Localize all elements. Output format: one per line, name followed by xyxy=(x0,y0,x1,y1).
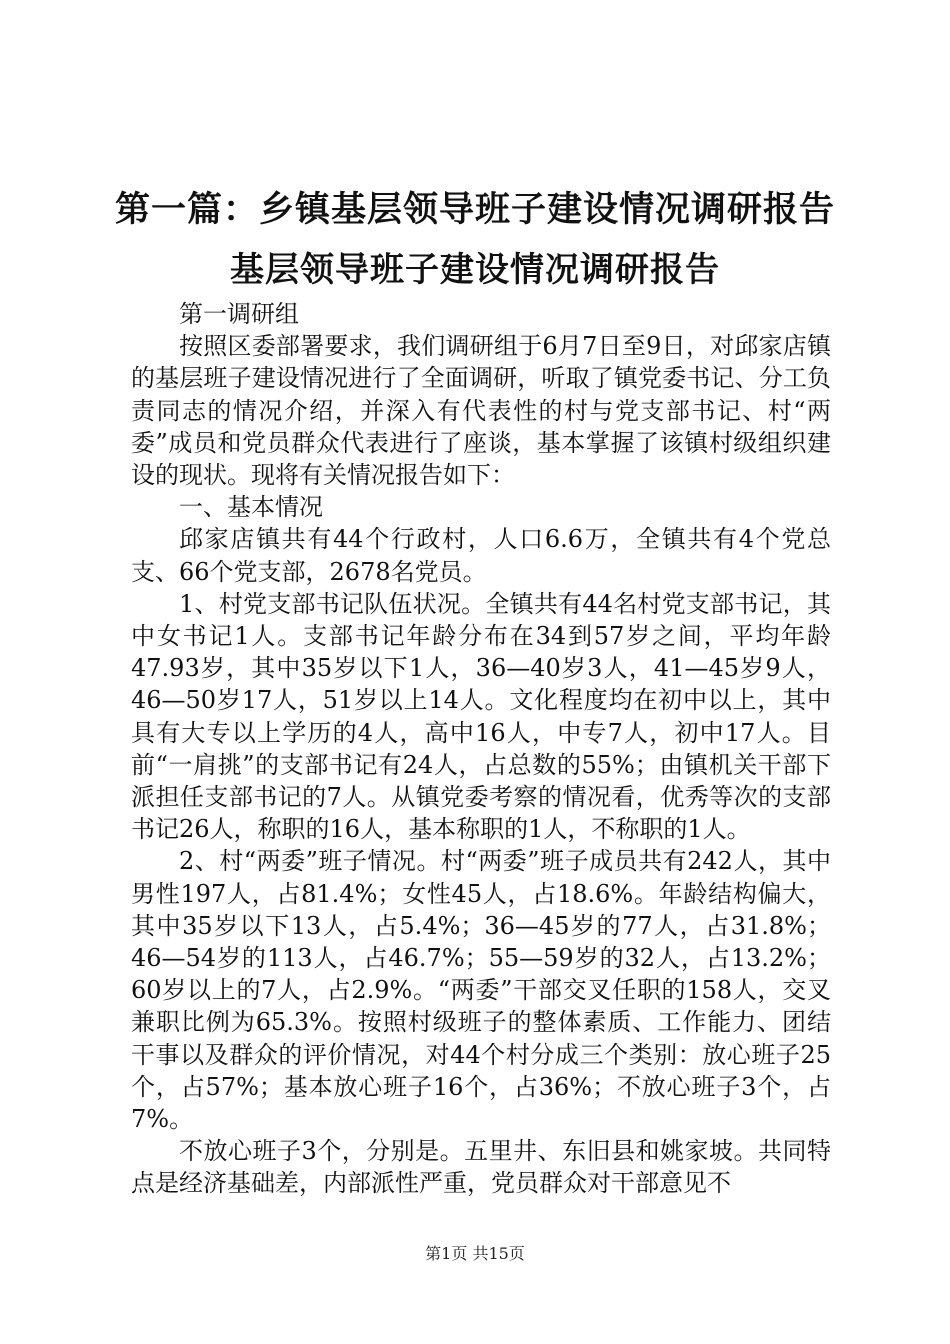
document-body xyxy=(131,298,831,1200)
body-paragraph: 按照区委部署要求，我们调研组于6月7日至9日，对邱家店镇的基层班子建设情况进行了全面调研，听取了镇党委书记、分工负责同志的情况介绍，并深入有代表性的村与党支部书记、村“两委”成员和党员群众代表进行了座谈，基本掌握了该镇村级组织建设的现状。现将有关情况报告如下： xyxy=(131,332,831,490)
page-number: 第1页 共15页 xyxy=(425,1244,525,1263)
document-title: 第一篇：乡镇基层领导班子建设情况调研报告 xyxy=(114,189,835,230)
document-subtitle: 基层领导班子建设情况调研报告 xyxy=(230,250,720,290)
body-paragraph: 邱家店镇共有44个行政村，人口6.6万，全镇共有4个党总支、66个党支部，2678名党员。 xyxy=(131,525,831,586)
section-heading: 一、基本情况 xyxy=(179,493,323,522)
body-paragraph: 不放心班子3个，分别是。五里井、东旧县和姚家坡。共同特点是经济基础差，内部派性严重，党员群众对干部意见不 xyxy=(131,1137,831,1198)
body-paragraph: 1、村党支部书记队伍状况。全镇共有44名村党支部书记，其中女书记1人。支部书记年龄分布在34到57岁之间，平均年龄47.93岁，其中35岁以下1人，36—40岁3人，41—45岁9人，46—50岁17人，51岁以上14人。文化程度均在初中以上，其中具有大专以上学历的4人，高中16人，中专7人，初中17人。目前“一肩挑”的支部书记有24人，占总数的55%；由镇机关干部下派担任支部书记的7人。从镇党委考察的情况看，优秀等次的支部书记26人，称职的16人，基本称职的1人，不称职的1人。 xyxy=(131,589,831,844)
author-line: 第一调研组 xyxy=(179,300,299,328)
body-paragraph: 2、村“两委”班子情况。村“两委”班子成员共有242人，其中男性197人，占81.4%；女性45人，占18.6%。年龄结构偏大，其中35岁以下13人，占5.4%；36—45岁的77人，占31.8%；46—54岁的113人，占46.7%；55—59岁的32人，占13.2%；60岁以上的7人，占2.9%。“两委”干部交叉任职的158人，交叉兼职比例为65.3%。按照村级班子的整体素质、工作能力、团结干事以及群众的评价情况，对44个村分成三个类别：放心班子25个，占57%；基本放心班子16个，占36%；不放心班子3个，占7%。 xyxy=(131,847,831,1134)
